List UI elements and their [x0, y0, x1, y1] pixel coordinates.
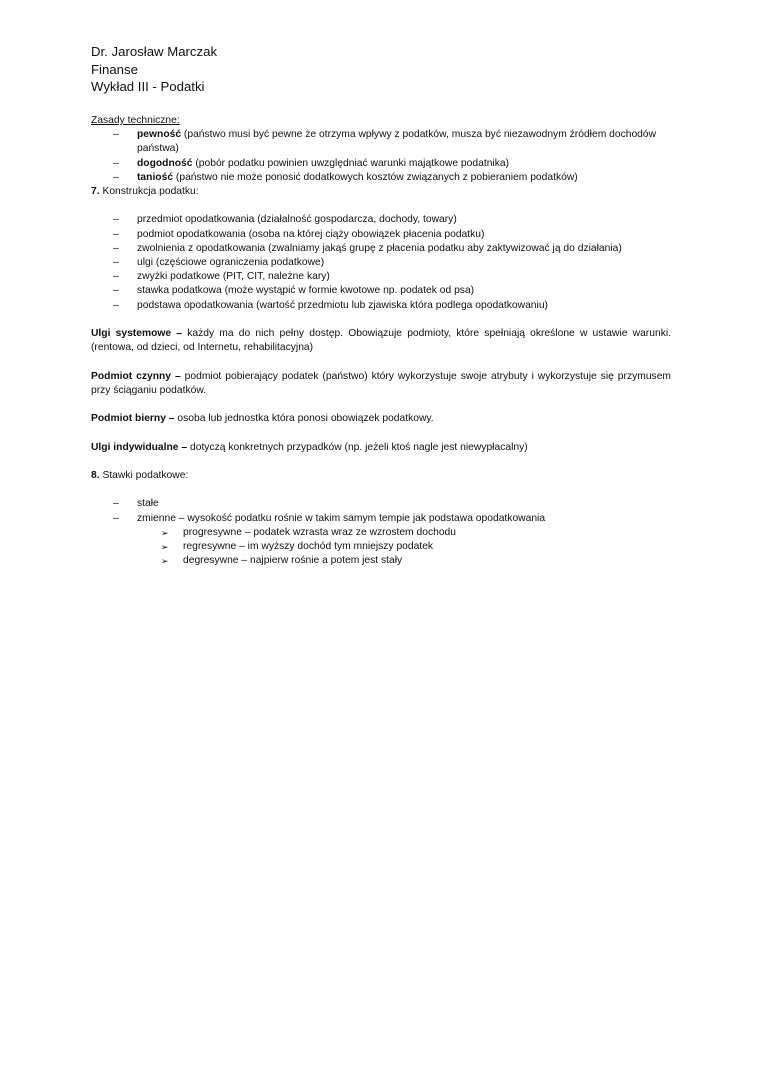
- list-item-text: zwolnienia z opodatkowania (zwalniamy jakąś grupę z płacenia podatku aby zaktywizować ją do działania): [137, 242, 622, 254]
- rate-subitem: [91, 554, 671, 568]
- rule-term: pewność: [137, 129, 182, 141]
- dash-marker: –: [113, 512, 119, 524]
- rate-subitem: [91, 540, 671, 554]
- list-item-text: regresywne – im wyższy dochód tym mniejszy podatek: [183, 540, 434, 552]
- section-number: 7.: [91, 186, 100, 198]
- construction-item: [91, 213, 671, 227]
- construction-heading: [91, 185, 671, 199]
- construction-item: [91, 228, 671, 242]
- construction-item: [91, 256, 671, 270]
- list-item-text: stawka podatkowa (może wystąpić w formie kwotowe np. podatek od psa): [137, 285, 475, 297]
- definition-text: każdy ma do nich pełny dostęp. Obowiązuje podmioty, które spełniają określone w ustawie warunki. (rentowa, od dzieci, od Internetu, rehabilitacyjna): [91, 328, 671, 354]
- definition-term: Podmiot bierny –: [91, 413, 175, 425]
- construction-item: [91, 284, 671, 298]
- dash-marker: –: [113, 285, 119, 297]
- dash-marker: –: [113, 171, 119, 183]
- definition-paragraph: [91, 412, 671, 426]
- list-item-text: podmiot opodatkowania (osoba na której ciąży obowiązek płacenia podatku): [137, 228, 485, 240]
- lecture-title: Wykład III - Podatki: [91, 79, 205, 94]
- dash-marker: –: [113, 214, 119, 226]
- technical-rule-item: [91, 157, 671, 171]
- rate-item: [91, 512, 671, 526]
- definition-paragraph: [91, 441, 671, 455]
- rule-term: taniość: [137, 171, 174, 183]
- dash-marker: –: [113, 129, 119, 141]
- construction-item: [91, 299, 671, 313]
- rule-description: (państwo musi być pewne że otrzyma wpływy z podatków, musza być niezawodnym źródłem dochodów państwa): [137, 129, 657, 155]
- list-item-text: progresywne – podatek wzrasta wraz ze wzrostem dochodu: [183, 526, 456, 538]
- arrow-bullet-icon: ➢: [161, 541, 169, 552]
- arrow-bullet-icon: ➢: [161, 556, 169, 567]
- technical-rule-item: [91, 171, 671, 185]
- technical-rule-item: [91, 128, 671, 156]
- rule-description: (pobór podatku powinien uwzględniać warunki majątkowe podatnika): [192, 157, 510, 169]
- list-item-text: przedmiot opodatkowania (działalność gospodarcza, dochody, towary): [137, 214, 457, 226]
- subject-line: Finanse: [91, 61, 138, 77]
- rule-term: dogodność: [137, 157, 193, 169]
- document-header: [91, 43, 217, 96]
- rates-heading: [91, 469, 671, 483]
- rate-subitem: [91, 526, 671, 540]
- construction-item: [91, 242, 671, 256]
- construction-item: [91, 270, 671, 284]
- dash-marker: –: [113, 257, 119, 269]
- list-item-text: ulgi (częściowe ograniczenia podatkowe): [137, 257, 325, 269]
- section-title: Konstrukcja podatku:: [99, 186, 199, 198]
- definition-text: dotyczą konkretnych przypadków (np. jeżeli ktoś nagle jest niewypłacalny): [187, 441, 528, 453]
- list-item-text: zwyżki podatkowe (PIT, CIT, należne kary): [137, 271, 330, 283]
- section-number: 8.: [91, 469, 100, 481]
- definition-term: Ulgi indywidualne –: [91, 441, 188, 453]
- definition-term: Ulgi systemowe –: [91, 328, 183, 340]
- rule-description: (państwo nie może ponosić dodatkowych kosztów związanych z pobieraniem podatków): [173, 171, 578, 183]
- dash-marker: –: [113, 271, 119, 283]
- author-line: Dr. Jarosław Marczak: [91, 44, 218, 59]
- dash-marker: –: [113, 498, 119, 510]
- definition-text: podmiot pobierający podatek (państwo) który wykorzystuje swoje atrybuty i wykorzystuje się przymusem przy ściąganiu podatków.: [91, 370, 671, 396]
- definition-term: Podmiot czynny –: [91, 370, 181, 382]
- list-item-text: podstawa opodatkowania (wartość przedmiotu lub zjawiska która podlega opodatkowaniu): [137, 299, 548, 311]
- definition-paragraph: [91, 370, 671, 398]
- dash-marker: –: [113, 299, 119, 311]
- document-body: [91, 114, 671, 568]
- list-item-text: degresywne – najpierw rośnie a potem jest stały: [183, 555, 403, 567]
- dash-marker: –: [113, 242, 119, 254]
- section-title: Stawki podatkowe:: [99, 469, 189, 481]
- list-item-text: stałe: [137, 498, 159, 510]
- dash-marker: –: [113, 157, 119, 169]
- arrow-bullet-icon: ➢: [161, 527, 169, 538]
- technical-rules-heading: Zasady techniczne:: [91, 115, 180, 126]
- definition-paragraph: [91, 327, 671, 355]
- dash-marker: –: [113, 228, 119, 240]
- rate-item: [91, 497, 671, 511]
- definition-text: osoba lub jednostka która ponosi obowiązek podatkowy.: [174, 413, 434, 425]
- list-item-text: zmienne – wysokość podatku rośnie w takim samym tempie jak podstawa opodatkowania: [137, 512, 546, 524]
